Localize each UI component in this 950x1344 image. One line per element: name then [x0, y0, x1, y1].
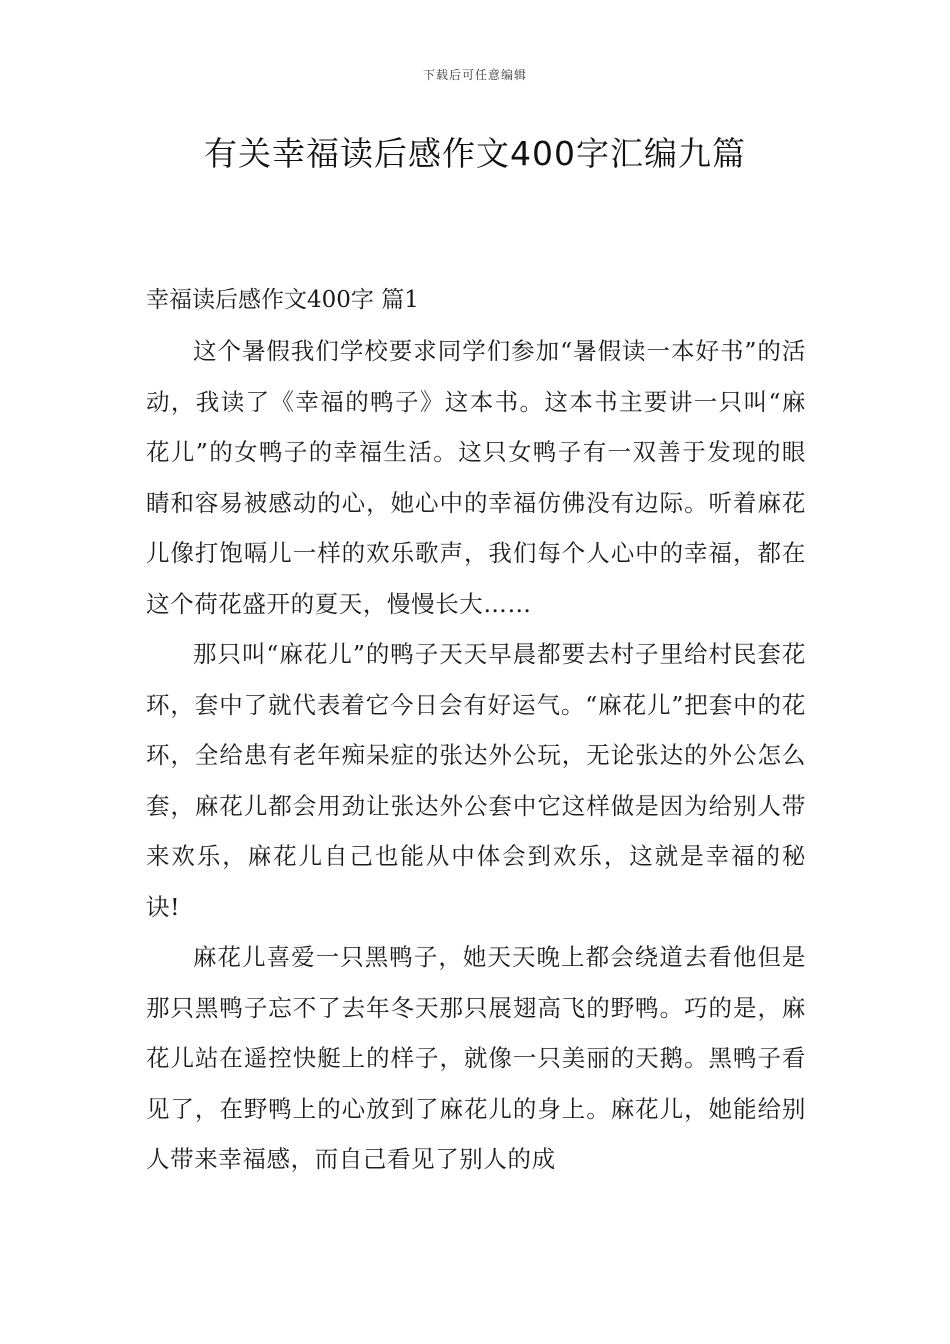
- paragraph-2: 那只叫“麻花儿”的鸭子天天早晨都要去村子里给村民套花环，套中了就代表着它今日会有好运气。“麻花儿”把套中的花环，全给患有老年痴呆症的张达外公玩，无论张达的外公怎么套，麻花儿都会用劲让张达外公套中它这样做是因为给别人带来欢乐，麻花儿自己也能从中体会到欢乐，这就是幸福的秘诀!: [146, 640, 806, 921]
- paragraph-1: 这个暑假我们学校要求同学们参加“暑假读一本好书”的活动，我读了《幸福的鸭子》这本书。这本书主要讲一只叫“麻花儿”的女鸭子的幸福生活。这只女鸭子有一双善于发现的眼睛和容易被感动的心，她心中的幸福仿佛没有边际。听着麻花儿像打饱嗝儿一样的欢乐歌声，我们每个人心中的幸福，都在这个荷花盛开的夏天，慢慢长大……: [146, 337, 806, 618]
- document-body: [146, 282, 806, 1185]
- document-title: 有关幸福读后感作文400字汇编九篇: [204, 134, 746, 173]
- header-note: 下载后可任意编辑: [422, 68, 527, 82]
- section-heading: 幸福读后感作文400字 篇1: [146, 287, 419, 313]
- paragraph-3: 麻花儿喜爱一只黑鸭子，她天天晚上都会绕道去看他但是那只黑鸭子忘不了去年冬天那只展翅高飞的野鸭。巧的是，麻花儿站在遥控快艇上的样子，就像一只美丽的天鹅。黑鸭子看见了，在野鸭上的心放到了麻花儿的身上。麻花儿，她能给别人带来幸福感，而自己看见了别人的成: [146, 943, 806, 1173]
